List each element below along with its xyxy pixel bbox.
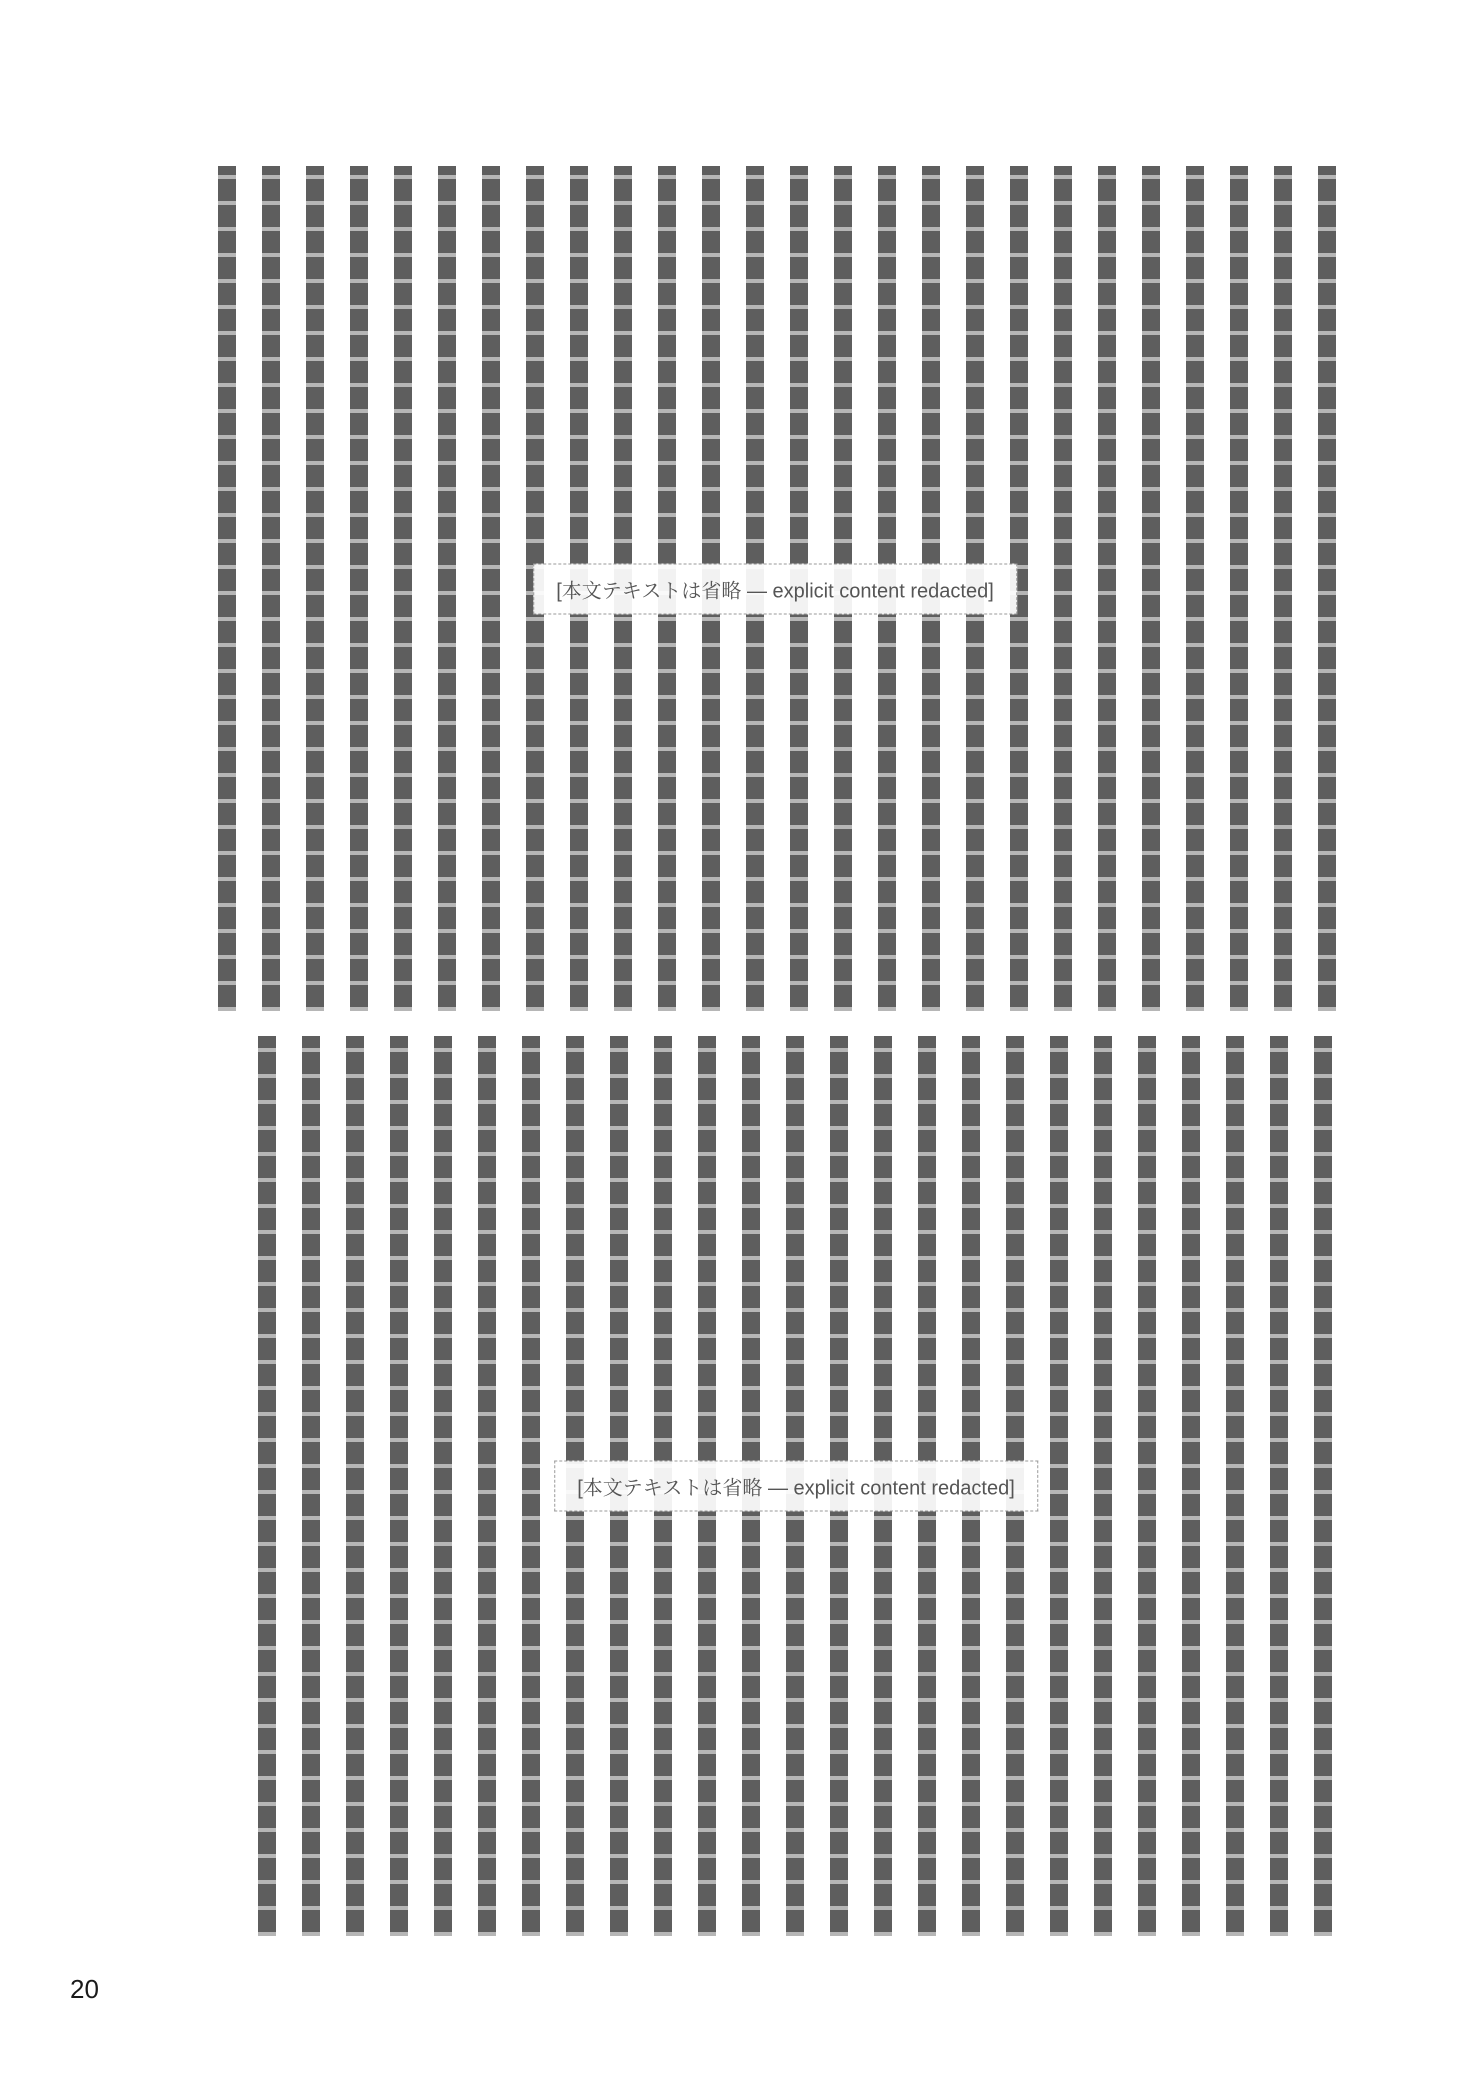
text-block-bottom xyxy=(246,1036,1346,1936)
page-number: 20 xyxy=(70,1974,99,2004)
text-block-top xyxy=(206,166,1344,1011)
redaction-note-bottom: [本文テキストは省略 — explicit content redacted] xyxy=(554,1461,1038,1512)
redaction-note-top: [本文テキストは省略 — explicit content redacted] xyxy=(533,563,1017,614)
